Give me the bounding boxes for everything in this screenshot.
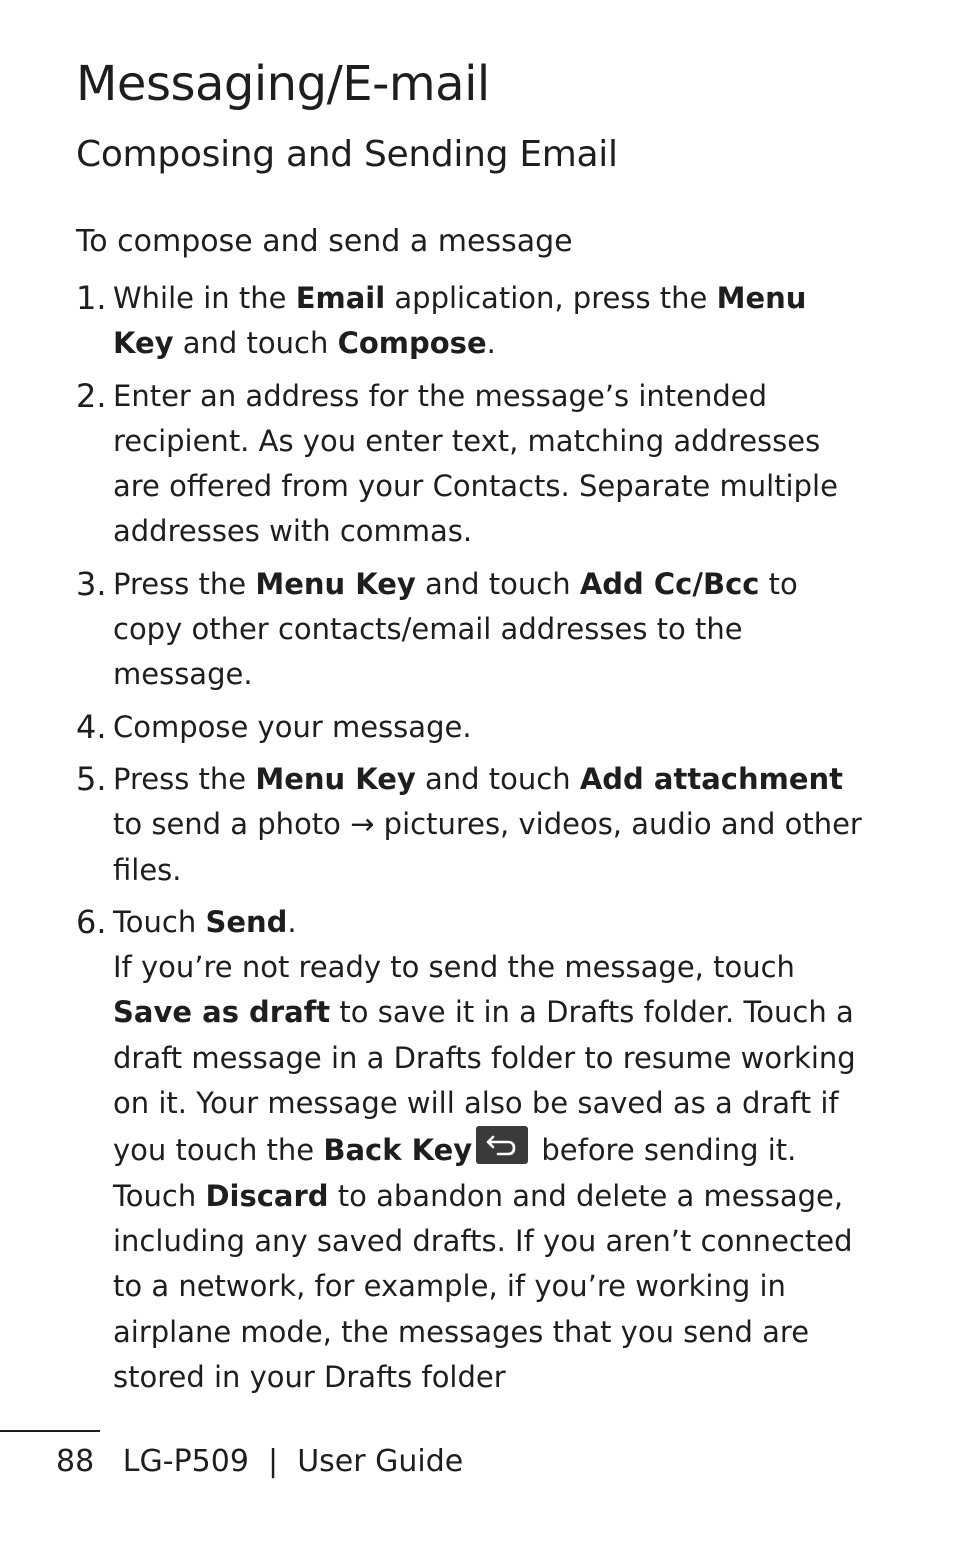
page-footer <box>56 1444 463 1479</box>
note-text: If you’re not ready to send the message, touch <box>113 950 795 985</box>
step-text: Compose your message. <box>113 709 472 744</box>
step-6 <box>76 900 876 1400</box>
footer-separator: | <box>268 1444 279 1479</box>
back-arrow-icon <box>476 1126 528 1164</box>
step-text: Press the <box>113 761 256 796</box>
footer-divider <box>0 1430 100 1432</box>
step-text: Enter an address for the message’s intended recipient. As you enter text, matching addresses are offered from your Contacts. Separate multiple addresses with commas. <box>113 378 838 549</box>
step-5 <box>76 757 876 893</box>
step-text: Press the <box>113 566 256 601</box>
note-text: before sending it. Touch <box>113 1133 797 1213</box>
step-text: application, press the <box>385 281 717 315</box>
step-text: to send a photo → pictures, videos, audio and other files. <box>113 807 862 887</box>
ui-term: Save as draft <box>113 995 331 1030</box>
step-text: . <box>486 326 496 361</box>
step-number: 4. <box>76 707 107 746</box>
ui-term: Menu Key <box>255 761 416 796</box>
page-title: Messaging/E-mail <box>76 56 490 112</box>
model-name: LG-P509 <box>122 1444 249 1479</box>
step-text: and touch <box>415 761 580 796</box>
steps-list <box>76 276 876 1407</box>
step-number: 2. <box>76 376 107 415</box>
step-text: . <box>287 904 297 939</box>
step-3 <box>76 562 876 698</box>
note-text: to save it in a Drafts folder. Touch a draft message in a Drafts folder to resume working on it. Your message will also be saved as a draft if you touch the <box>113 995 856 1168</box>
ui-term: Add Cc/Bcc <box>579 566 760 601</box>
note-text: to abandon and delete a message, including any saved drafts. If you aren’t connected to a network, for example, if you’re working in airplane mode, the messages that you send are stored in your Drafts folder <box>113 1178 853 1394</box>
ui-term: Add attachment <box>579 761 843 796</box>
ui-term: Menu Key <box>255 566 416 601</box>
step-text: and touch <box>415 566 580 601</box>
step-text: and touch <box>173 326 338 361</box>
step-4 <box>76 705 876 750</box>
ui-term: Send <box>205 904 288 939</box>
ui-term: Back Key <box>323 1133 473 1168</box>
step-text: to copy other contacts/email addresses to the message. <box>113 566 798 692</box>
step-text: Touch <box>113 904 206 939</box>
step-1 <box>76 276 876 367</box>
step-2 <box>76 374 876 555</box>
subsection-title: To compose and send a message <box>76 224 573 259</box>
ui-term: Menu Key <box>113 281 807 361</box>
step-6-note <box>113 945 876 1400</box>
ui-term: Email <box>295 281 386 315</box>
section-title: Composing and Sending Email <box>76 134 618 175</box>
guide-name: User Guide <box>297 1444 464 1479</box>
ui-term: Discard <box>205 1178 329 1213</box>
step-number: 6. <box>76 902 107 941</box>
step-number: 5. <box>76 759 107 798</box>
step-text: While in the <box>113 281 296 315</box>
step-number: 3. <box>76 564 107 603</box>
step-number: 1. <box>76 279 107 317</box>
ui-term: Compose <box>337 326 487 361</box>
page-number: 88 <box>56 1444 95 1479</box>
